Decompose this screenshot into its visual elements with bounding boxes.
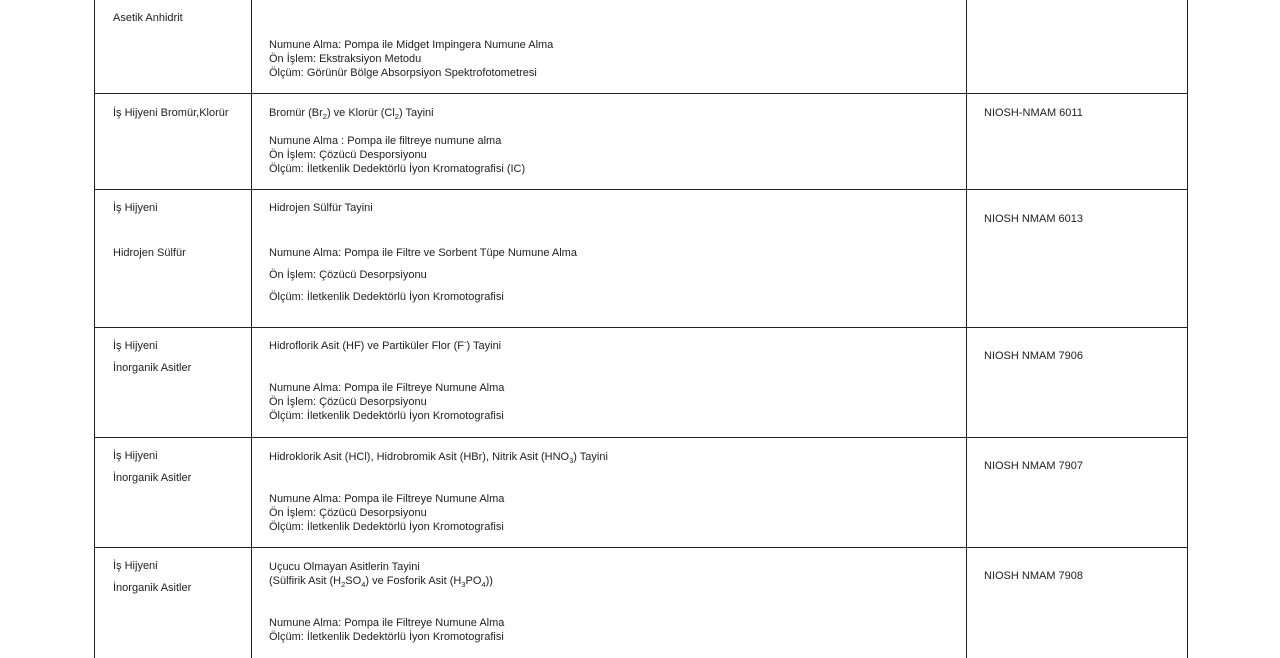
method-code: NIOSH NMAM 7906	[984, 350, 1084, 362]
table-row	[95, 438, 1187, 548]
analysis-title: Hidrojen Sülfür Tayini	[269, 202, 373, 214]
detail-sampling: Numune Alma: Pompa ile Filtre ve Sorbent Tüpe Numune Alma	[269, 247, 577, 259]
category-cell	[95, 328, 252, 437]
detail-pretreatment: Ön İşlem: Çözücü Desorpsiyonu	[269, 396, 427, 408]
detail-measurement: Ölçüm: İletkenlik Dedektörlü İyon Kromotografisi	[269, 521, 504, 533]
detail-sampling: Numune Alma: Pompa ile Midget Impingera Numune Alma	[269, 39, 554, 51]
method-cell	[967, 0, 1187, 93]
table-row	[95, 328, 1187, 438]
table-row	[95, 94, 1187, 190]
detail-measurement: Ölçüm: İletkenlik Dedektörlü İyon Kromatografisi (IC)	[269, 163, 526, 175]
method-cell	[967, 548, 1187, 658]
method-code: NIOSH NMAM 6013	[984, 213, 1084, 225]
category-subtext: İnorganik Asitler	[113, 362, 192, 374]
detail-sampling: Numune Alma: Pompa ile Filtreye Numune Alma	[269, 617, 505, 629]
category-cell	[95, 94, 252, 189]
method-code: NIOSH-NMAM 6011	[984, 107, 1083, 119]
detail-measurement: Ölçüm: İletkenlik Dedektörlü İyon Kromotografisi	[269, 410, 504, 422]
description-cell	[252, 190, 967, 327]
detail-sampling: Numune Alma : Pompa ile filtreye numune alma	[269, 135, 502, 147]
detail-pretreatment: Ön İşlem: Çözücü Desorpsiyonu	[269, 269, 427, 281]
category-text: İş Hijyeni	[113, 202, 158, 214]
category-subtext: Hidrojen Sülfür	[113, 247, 186, 259]
category-subtext: İnorganik Asitler	[113, 582, 192, 594]
analysis-title: Bromür $(Br_2)$ ve Klorür $(Cl_2)$ Tayini	[269, 107, 434, 122]
detail-sampling: Numune Alma: Pompa ile Filtreye Numune Alma	[269, 493, 505, 505]
detail-measurement: Ölçüm: İletkenlik Dedektörlü İyon Kromotografisi	[269, 291, 504, 303]
detail-measurement: Ölçüm: Görünür Bölge Absorpsiyon Spektrofotometresi	[269, 67, 537, 79]
category-cell	[95, 548, 252, 658]
category-text: Asetik Anhidrit	[113, 12, 183, 24]
analysis-title: Hidroklorik Asit (HCl), Hidrobromik Asit (HBr), Nitrik Asit $(HNO_3)$ Tayini	[269, 451, 608, 466]
method-cell	[967, 438, 1187, 547]
method-cell	[967, 328, 1187, 437]
analysis-title: Uçucu Olmayan Asitlerin Tayini	[269, 561, 420, 573]
description-cell	[252, 438, 967, 547]
description-cell	[252, 94, 967, 189]
method-code: NIOSH NMAM 7908	[984, 570, 1084, 582]
category-text: İş Hijyeni	[113, 450, 158, 462]
detail-pretreatment: Ön İşlem: Çözücü Desporsiyonu	[269, 149, 427, 161]
table-row	[95, 548, 1187, 658]
detail-sampling: Numune Alma: Pompa ile Filtreye Numune Alma	[269, 382, 505, 394]
method-cell	[967, 94, 1187, 189]
category-cell	[95, 438, 252, 547]
category-text: İş Hijyeni	[113, 340, 158, 352]
category-subtext: İnorganik Asitler	[113, 472, 192, 484]
method-table	[94, 0, 1188, 658]
detail-pretreatment: Ön İşlem: Ekstraksiyon Metodu	[269, 53, 422, 65]
category-text: İş Hijyeni Bromür,Klorür	[113, 107, 229, 119]
method-cell	[967, 190, 1187, 327]
detail-pretreatment: Ön İşlem: Çözücü Desorpsiyonu	[269, 507, 427, 519]
description-cell	[252, 0, 967, 93]
description-cell	[252, 548, 967, 658]
category-text: İş Hijyeni	[113, 560, 158, 572]
table-row	[95, 190, 1187, 328]
detail-measurement: Ölçüm: İletkenlik Dedektörlü İyon Kromotografisi	[269, 631, 504, 643]
description-cell	[252, 328, 967, 437]
method-code: NIOSH NMAM 7907	[984, 460, 1084, 472]
category-cell	[95, 0, 252, 93]
analysis-title-line2: (Sülfirik Asit $(H_2SO_4)$ ve Fosforik Asit $(H_3PO_4)$)	[269, 575, 493, 590]
category-cell	[95, 190, 252, 327]
analysis-title: Hidroflorik Asit (HF) ve Partiküler Flor (F-) Tayini	[269, 337, 502, 352]
table-row	[95, 0, 1187, 94]
